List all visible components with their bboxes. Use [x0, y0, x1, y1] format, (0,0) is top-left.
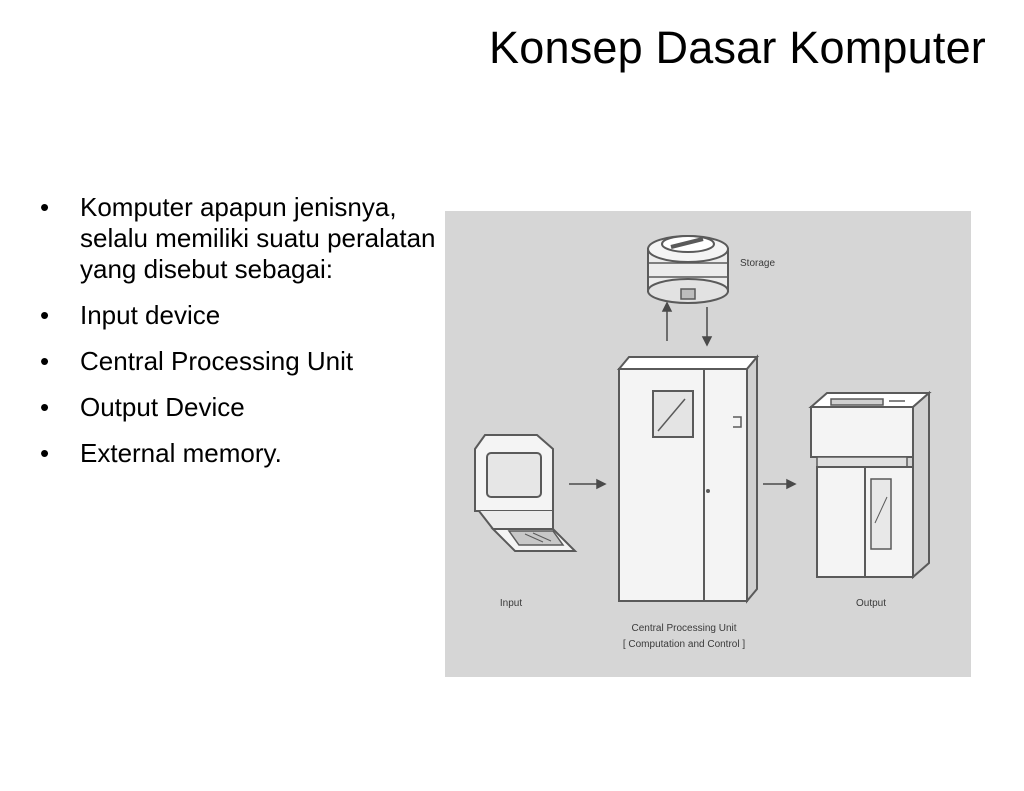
- bullet-dot-icon: •: [40, 346, 50, 376]
- bullet-item-external-memory: [38, 438, 438, 469]
- input-cpu-arrow-icon: [569, 480, 605, 488]
- bullet-list: [38, 192, 438, 484]
- computer-diagram-svg: [445, 211, 971, 677]
- bullet-item-output-device: [38, 392, 438, 423]
- bullet-text: External memory.: [80, 438, 282, 468]
- output-printer-icon: [811, 393, 929, 577]
- storage-label: Storage: [740, 258, 776, 269]
- bullet-dot-icon: •: [40, 438, 50, 468]
- cpu-label-line1: Central Processing Unit: [631, 623, 737, 634]
- storage-disk-icon: [648, 236, 728, 303]
- bullet-text: Komputer apapun jenisnya, selalu memiliki suatu peralatan yang disebut sebagai:: [80, 192, 436, 284]
- cpu-cabinet-icon: [619, 357, 757, 601]
- bullet-text: Input device: [80, 300, 221, 330]
- bullet-item-cpu: [38, 346, 438, 377]
- storage-cpu-arrows-icon: [663, 303, 711, 345]
- slide-title: Konsep Dasar Komputer: [489, 22, 986, 73]
- bullet-text: Output Device: [80, 392, 245, 422]
- bullet-dot-icon: •: [40, 300, 50, 330]
- input-label: Input: [499, 598, 523, 609]
- cpu-label-line2: [ Computation and Control ]: [622, 639, 746, 650]
- cpu-output-arrow-icon: [763, 480, 795, 488]
- bullet-text: Central Processing Unit: [80, 346, 354, 376]
- input-terminal-icon: [475, 435, 575, 551]
- bullet-item-input-device: [38, 300, 438, 331]
- computer-diagram: [445, 211, 971, 677]
- output-label: Output: [855, 598, 887, 609]
- bullet-item-intro: [38, 192, 438, 285]
- bullet-dot-icon: •: [40, 392, 50, 422]
- bullet-dot-icon: •: [40, 192, 50, 222]
